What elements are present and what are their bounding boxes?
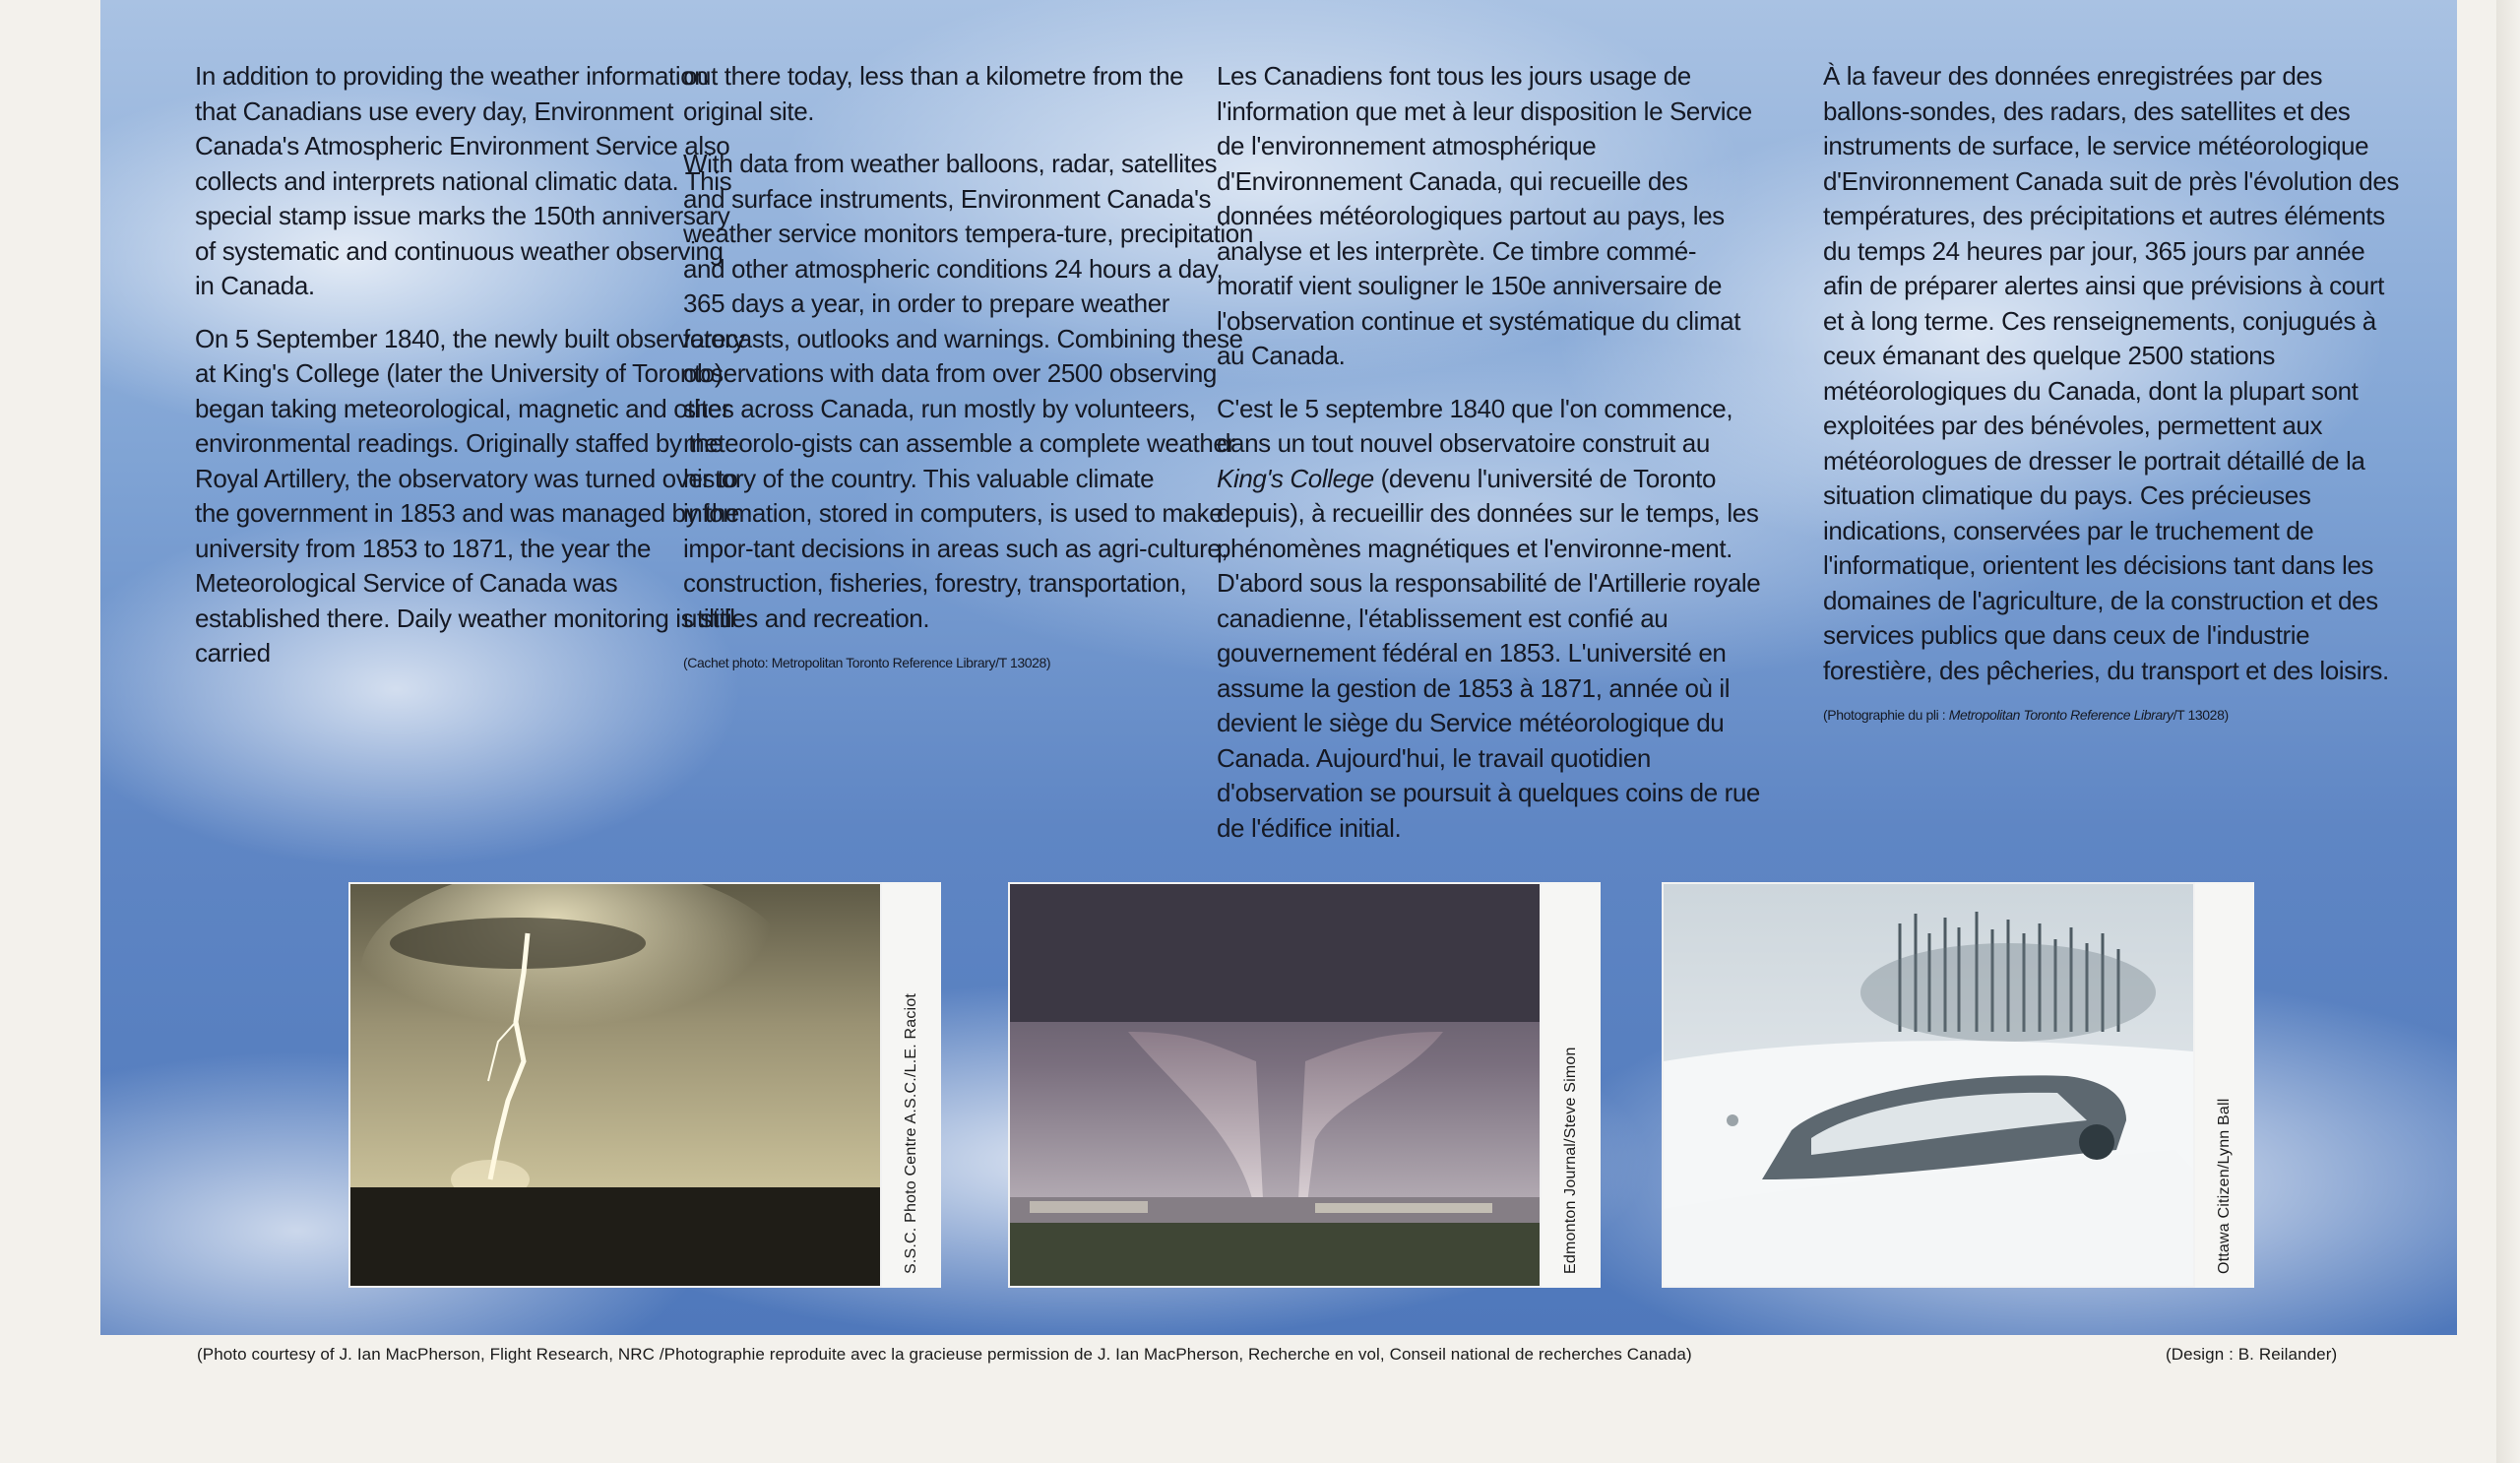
snowbound-car-photo-icon (1662, 882, 2195, 1288)
design-credit: (Design : B. Reilander) (2166, 1345, 2338, 1364)
lightning-photo-icon (348, 882, 882, 1288)
photo-card-lightning (348, 882, 941, 1288)
photo-card-snowbound-car (1662, 882, 2254, 1288)
french-column-right (1823, 59, 2404, 724)
cachet-credit-prefix: (Cachet photo: (683, 655, 772, 670)
cover-photo-credit: (Photo courtesy of J. Ian MacPherson, Flight Research, NRC /Photographie reproduite avec la gracieuse permission de J. Ian MacPherson, Recherche en vol, Conseil national de recherches Canada) (197, 1345, 1692, 1364)
cachet-credit-suffix: /T 13028) (2173, 707, 2229, 723)
french-history-end: (devenu l'université de Toronto depuis), à recueillir des données sur le temps, les phénomènes magnétiques et l'environne-ment. D'abord sous la responsabilité de l'Artillerie royale canadienne, l'établissement est confié au gouvernement fédéral en 1853. L'université en assume la gestion de 1853 à 1871, année où il devient le siège du Service météorologique du Canada. Aujourd'hui, le travail quotidien d'observation se poursuit à quelques coins de rue de l'édifice initial. (1217, 463, 1761, 843)
lightning-credit-strip (882, 882, 941, 1288)
snowbound-car-credit-strip (2195, 882, 2254, 1288)
english-history-paragraph: On 5 September 1840, the newly built observatory at King's College (later the University of Toronto) began taking meteorological, magnetic and other environmental readings. Originally staffed by the Royal Artillery, the observatory was turned over to the government in 1853 and was managed by the university from 1853 to 1871, the year the Meteorological Service of Canada was established there. Daily weather monitoring is still carried (195, 323, 745, 668)
english-intro-paragraph: In addition to providing the weather information that Canadians use every day, Environment Canada's Atmospheric Environment Service also collects and interprets national climatic data. This special stamp issue marks the 150th anniversary of systematic and continuous weather observing in Canada. (195, 61, 732, 300)
english-cachet-credit (683, 654, 1254, 671)
kings-college-italic: King's College (1217, 463, 1374, 493)
tornado-photo-credit: Edmonton Journal/Steve Simon (1562, 1047, 1579, 1274)
french-cachet-credit (1823, 706, 2404, 724)
envelope-edge (2496, 0, 2520, 1463)
cachet-credit-source: Metropolitan Toronto Reference Library/T 13028) (771, 655, 1051, 670)
french-history-start: C'est le 5 septembre 1840 que l'on commence, dans un tout nouvel observatoire construit au (1217, 393, 1733, 458)
sky-background-panel (100, 0, 2457, 1335)
english-column-left (195, 59, 746, 689)
cachet-credit-prefix: (Photographie du pli : (1823, 707, 1949, 723)
english-data-paragraph: With data from weather balloons, radar, satellites and surface instruments, Environment Canada's weather service monitors tempera-ture, precipitation and other atmospheric conditions 24 hours a day, 365 days a year, in order to prepare weather forecasts, outlooks and warnings. Combining these observations with data from over 2500 observing sites across Canada, run mostly by volunteers, meteorolo-gists can assemble a complete weather history of the country. This valuable climate information, stored in computers, is used to make impor-tant decisions in areas such as agri-culture, construction, fisheries, forestry, transportation, utilities and recreation. (683, 149, 1253, 633)
cachet-credit-source: Metropolitan Toronto Reference Library (1948, 707, 2174, 723)
tornado-photo-icon (1008, 882, 1542, 1288)
french-intro-paragraph: Les Canadiens font tous les jours usage de l'information que met à leur disposition le Service de l'environnement atmosphérique d'Environnement Canada, qui recueille des données météorologiques partout au pays, les analyse et les interprète. Ce timbre commé-moratif vient souligner le 150e anniversaire de l'observation continue et systématique du climat au Canada. (1217, 61, 1752, 370)
snowbound-car-photo-credit: Ottawa Citizen/Lynn Ball (2216, 1098, 2233, 1274)
english-column-right (683, 59, 1254, 671)
photo-card-tornado (1008, 882, 1601, 1288)
french-history-paragraph (1217, 392, 1768, 847)
french-column-left (1217, 59, 1768, 863)
lightning-photo-credit: S.S.C. Photo Centre A.S.C./L.E. Raciot (903, 992, 919, 1274)
english-continuation-paragraph: out there today, less than a kilometre from the original site. (683, 61, 1184, 126)
french-data-paragraph: À la faveur des données enregistrées par des ballons-sondes, des radars, des satellites et des instruments de surface, le service météorologique d'Environnement Canada suit de près l'évolution des températures, des précipitations et autres éléments du temps 24 heures par jour, 365 jours par année afin de préparer alertes ainsi que prévisions à court et à long terme. Ces renseignements, conjugués à ceux émanant des quelque 2500 stations météorologiques du Canada, dont la plupart sont exploitées par des bénévoles, permettent aux météorologues de dresser le portrait détaillé de la situation climatique du pays. Ces précieuses indications, conservées par le truchement de l'informatique, orientent les décisions tant dans les domaines de l'agriculture, de la construction et des services publics que dans ceux de l'industrie forestière, des pêcheries, du transport et des loisirs. (1823, 61, 2400, 685)
tornado-credit-strip (1542, 882, 1601, 1288)
